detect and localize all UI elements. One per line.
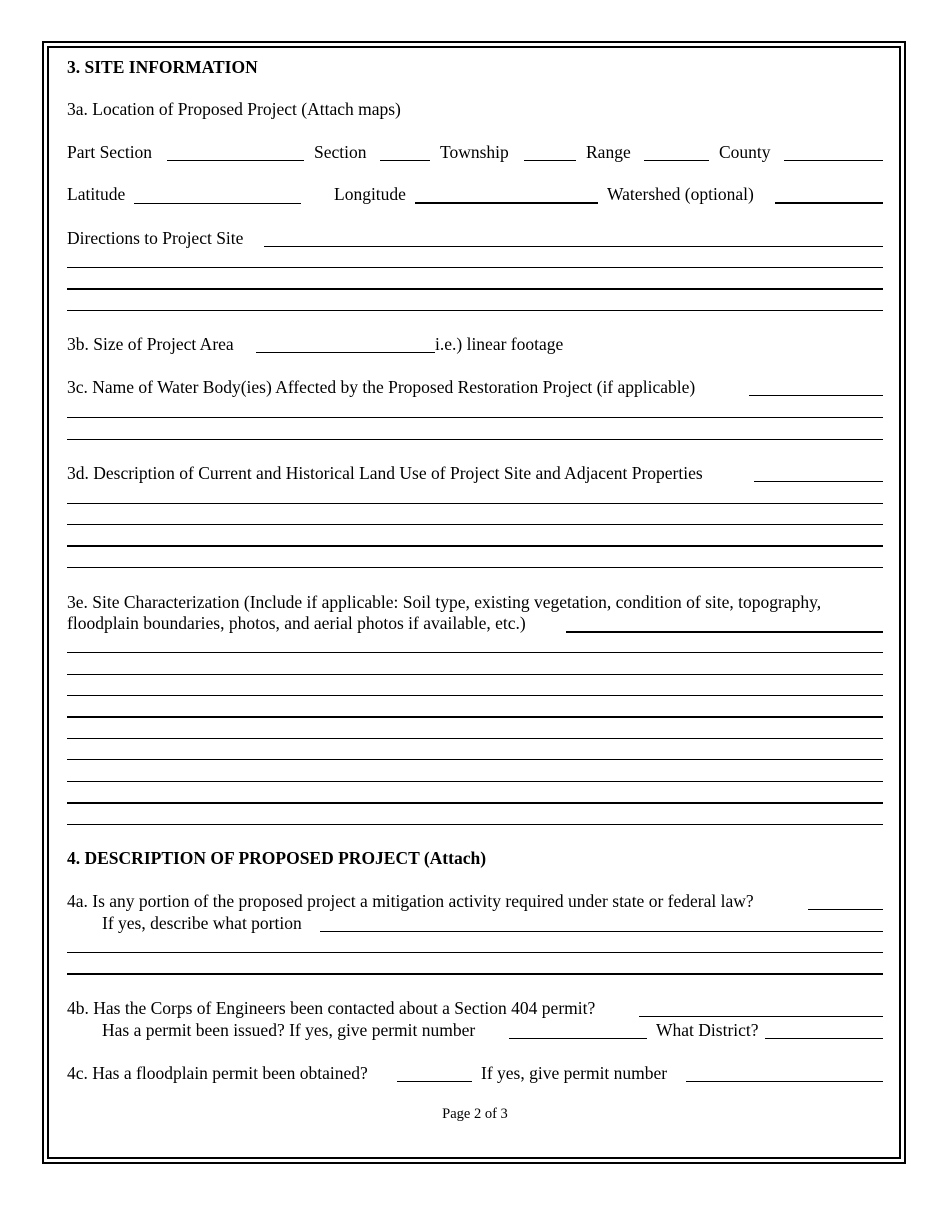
water-body-field[interactable]	[749, 395, 883, 396]
floodplain-permit-number-field[interactable]	[686, 1081, 883, 1082]
q4c-label: 4c. Has a floodplain permit been obtained?	[67, 1063, 368, 1083]
latitude-label: Latitude	[67, 184, 126, 204]
section-label: Section	[314, 142, 367, 162]
site-characterization-line[interactable]	[67, 716, 883, 718]
water-body-line[interactable]	[67, 439, 883, 440]
latitude-field[interactable]	[134, 203, 301, 204]
q3b-suffix: i.e.) linear footage	[435, 334, 564, 354]
directions-label: Directions to Project Site	[67, 228, 244, 248]
site-characterization-field[interactable]	[566, 631, 883, 633]
site-characterization-line[interactable]	[67, 781, 883, 782]
land-use-field[interactable]	[754, 481, 883, 482]
part-section-field[interactable]	[167, 160, 304, 161]
q4b-label: 4b. Has the Corps of Engineers been contacted about a Section 404 permit?	[67, 998, 596, 1018]
q4b-sub-label: Has a permit been issued? If yes, give permit number	[102, 1020, 476, 1040]
project-area-field[interactable]	[256, 352, 435, 353]
section-field[interactable]	[380, 160, 430, 161]
site-characterization-line[interactable]	[67, 695, 883, 696]
corps-contact-field[interactable]	[639, 1016, 883, 1017]
watershed-label: Watershed (optional)	[607, 184, 754, 204]
site-characterization-line[interactable]	[67, 652, 883, 653]
q4a-sub-label: If yes, describe what portion	[102, 913, 302, 933]
district-field[interactable]	[765, 1038, 883, 1039]
longitude-field[interactable]	[415, 202, 598, 204]
township-field[interactable]	[524, 160, 576, 161]
directions-line[interactable]	[67, 267, 883, 268]
longitude-label: Longitude	[334, 184, 406, 204]
site-characterization-line[interactable]	[67, 674, 883, 675]
mitigation-answer-field[interactable]	[808, 909, 883, 910]
watershed-field[interactable]	[775, 202, 883, 204]
site-characterization-line[interactable]	[67, 824, 883, 825]
section-3-heading: 3. SITE INFORMATION	[67, 57, 258, 77]
section-4-heading: 4. DESCRIPTION OF PROPOSED PROJECT (Attach)	[67, 848, 487, 868]
q4a-label: 4a. Is any portion of the proposed project a mitigation activity required under state or federal law?	[67, 891, 754, 911]
county-field[interactable]	[784, 160, 883, 161]
land-use-line[interactable]	[67, 545, 883, 547]
district-label: What District?	[656, 1020, 759, 1040]
page-number: Page 2 of 3	[442, 1106, 508, 1122]
q3e-label-line1: 3e. Site Characterization (Include if applicable: Soil type, existing vegetation, condition of site, topography,	[67, 592, 822, 612]
range-field[interactable]	[644, 160, 709, 161]
site-characterization-line[interactable]	[67, 759, 883, 760]
directions-line[interactable]	[67, 288, 883, 290]
land-use-line[interactable]	[67, 503, 883, 504]
site-characterization-line[interactable]	[67, 802, 883, 804]
q3e-label-line2: floodplain boundaries, photos, and aerial photos if available, etc.)	[67, 613, 526, 633]
q3c-label: 3c. Name of Water Body(ies) Affected by the Proposed Restoration Project (if applicable)	[67, 377, 696, 397]
directions-field[interactable]	[264, 246, 883, 247]
range-label: Range	[586, 142, 631, 162]
q4c-sub-label: If yes, give permit number	[481, 1063, 668, 1083]
land-use-line[interactable]	[67, 524, 883, 525]
q3d-label: 3d. Description of Current and Historical Land Use of Project Site and Adjacent Properties	[67, 463, 703, 483]
mitigation-portion-line[interactable]	[67, 952, 883, 953]
q3b-label: 3b. Size of Project Area	[67, 334, 234, 354]
county-label: County	[719, 142, 771, 162]
site-characterization-line[interactable]	[67, 738, 883, 739]
q3a-label: 3a. Location of Proposed Project (Attach maps)	[67, 99, 401, 119]
permit-number-field[interactable]	[509, 1038, 647, 1039]
township-label: Township	[440, 142, 509, 162]
land-use-line[interactable]	[67, 567, 883, 568]
part-section-label: Part Section	[67, 142, 153, 162]
mitigation-portion-field[interactable]	[320, 931, 883, 932]
floodplain-permit-field[interactable]	[397, 1081, 472, 1082]
directions-line[interactable]	[67, 310, 883, 311]
water-body-line[interactable]	[67, 417, 883, 418]
mitigation-portion-line[interactable]	[67, 973, 883, 975]
